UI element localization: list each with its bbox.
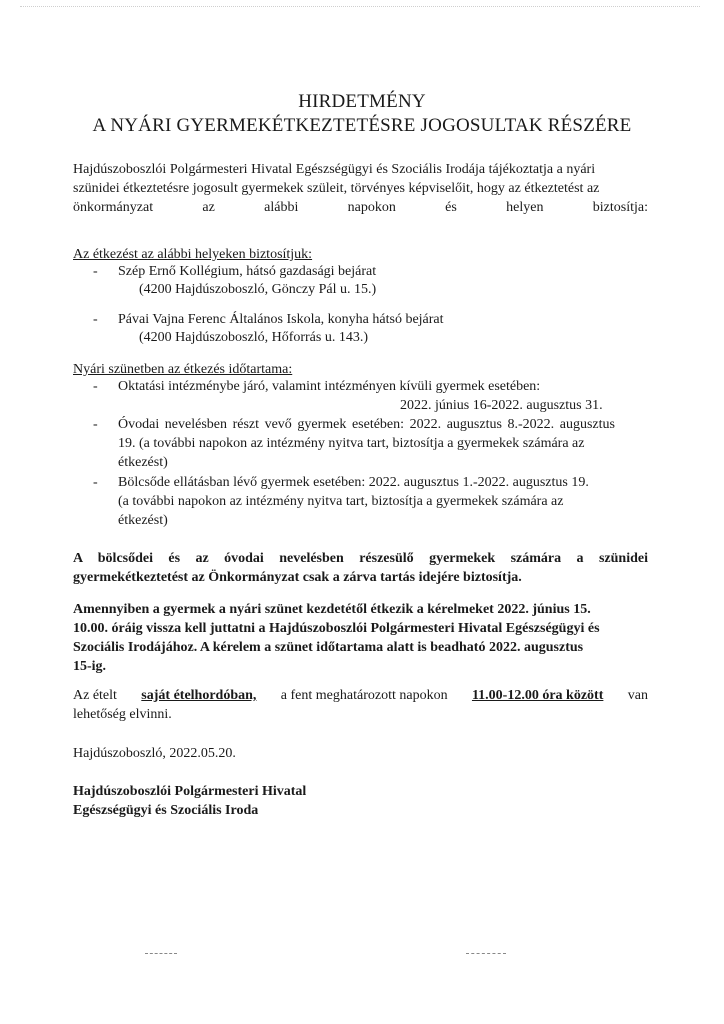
duration-2-word: 8.-2022. xyxy=(507,417,555,432)
scan-artifact-mark xyxy=(145,953,177,954)
location-1-address: (4200 Hajdúszoboszló, Gönczy Pál u. 15.) xyxy=(139,282,377,297)
duration-2-word: augusztus xyxy=(446,417,502,432)
nursery-notice-line-2: gyermekétkeztetést az Önkormányzat csak a zárva tartás idejére biztosítja. xyxy=(73,570,522,585)
list-dash: - xyxy=(93,475,98,490)
location-2-address: (4200 Hajdúszoboszló, Hőforrás u. 143.) xyxy=(139,330,369,345)
intro-paragraph xyxy=(73,160,648,217)
location-2-name: Pávai Vajna Ferenc Általános Iskola, konyha hátsó bejárat xyxy=(118,312,444,327)
application-line-2: 10.00. óráig vissza kell juttatni a Hajdúszoboszlói Polgármesteri Hivatal Egészségügyi és xyxy=(73,621,600,636)
duration-3-line-3: étkezést) xyxy=(118,513,168,528)
list-dash: - xyxy=(93,417,98,432)
nursery-notice-line-1: A bölcsődei és az óvodai nevelésben részesülő gyermekek számára a szünidei xyxy=(73,551,648,566)
meal-line-2: lehetőség elvinni. xyxy=(73,707,172,722)
duration-2-line-3: étkezést) xyxy=(118,455,168,470)
meal-mid: a fent meghatározott napokon xyxy=(280,688,448,703)
list-dash: - xyxy=(93,312,98,327)
duration-2-word: esetében: xyxy=(351,417,405,432)
nursery-notice xyxy=(73,549,648,587)
meal-line-1 xyxy=(73,686,648,705)
duration-2-word: Óvodai xyxy=(118,417,160,432)
application-notice xyxy=(73,600,648,676)
application-line-1: Amennyiben a gyermek a nyári szünet kezdetétől étkezik a kérelmeket 2022. június 15. xyxy=(73,602,591,617)
intro-line-1: Hajdúszoboszlói Polgármesteri Hivatal Egészségügyi és Szociális Irodája tájékoztatja a nyári xyxy=(73,162,596,177)
list-dash: - xyxy=(93,379,98,394)
duration-2-word: augusztus xyxy=(559,417,615,432)
intro-line-3 xyxy=(73,198,648,217)
duration-2-word: vevő xyxy=(264,417,292,432)
duration-1-dates: 2022. június 16-2022. augusztus 31. xyxy=(400,398,603,413)
application-line-4: 15-ig. xyxy=(73,659,107,674)
list-dash: - xyxy=(93,264,98,279)
duration-heading: Nyári szünetben az étkezés időtartama: xyxy=(73,362,293,377)
meal-post: van xyxy=(627,688,648,703)
application-line-3: Szociális Irodájához. A kérelem a szünet időtartama alatt is beadható 2022. augusztus xyxy=(73,640,584,655)
duration-2-word: gyermek xyxy=(297,417,347,432)
scan-artifact-mark xyxy=(466,953,506,954)
duration-2-word: részt xyxy=(232,417,260,432)
intro-line-2: szünidei étkeztetésre jogosult gyermekek szüleit, törvényes képviselőit, hogy az étkeztetést az xyxy=(73,181,600,196)
intro-word: helyen xyxy=(506,200,544,215)
duration-2-word: 2022. xyxy=(409,417,442,432)
intro-word: napokon xyxy=(347,200,396,215)
meal-pre: Az ételt xyxy=(73,688,117,703)
scan-edge-line xyxy=(20,6,700,7)
duration-3-line-2: (a további napokon az intézmény nyitva tart, biztosítja a gyermekek számára az xyxy=(118,494,564,509)
duration-1-line-1: Oktatási intézménybe járó, valamint intézményen kívüli gyermek esetében: xyxy=(118,379,541,394)
intro-word: és xyxy=(445,200,457,215)
document-date: Hajdúszoboszló, 2022.05.20. xyxy=(73,746,236,761)
meal-pickup-paragraph xyxy=(73,686,648,724)
intro-word: önkormányzat xyxy=(73,200,154,215)
document-title: HIRDETMÉNY xyxy=(298,91,426,112)
signature-line-1: Hajdúszoboszlói Polgármesteri Hivatal xyxy=(73,784,307,799)
locations-heading: Az étkezést az alábbi helyeken biztosítjuk: xyxy=(73,247,313,262)
meal-container: saját ételhordóban, xyxy=(141,688,257,703)
intro-word: alábbi xyxy=(264,200,299,215)
document-subtitle: A NYÁRI GYERMEKÉTKEZTETÉSRE JOGOSULTAK RÉSZÉRE xyxy=(92,115,632,136)
duration-2-line-2: 19. (a további napokon az intézmény nyitva tart, biztosítja a gyermekek számára az xyxy=(118,436,585,451)
location-1-name: Szép Ernő Kollégium, hátsó gazdasági bejárat xyxy=(118,264,377,279)
intro-word: az xyxy=(202,200,215,215)
intro-word: biztosítja: xyxy=(592,200,648,215)
meal-time: 11.00-12.00 óra között xyxy=(471,688,604,703)
duration-2-word: nevelésben xyxy=(164,417,227,432)
duration-2-line-1 xyxy=(118,416,615,434)
signature-line-2: Egészségügyi és Szociális Iroda xyxy=(73,803,259,818)
duration-3-line-1: Bölcsőde ellátásban lévő gyermek esetében: 2022. augusztus 1.-2022. augusztus 19. xyxy=(118,475,589,490)
